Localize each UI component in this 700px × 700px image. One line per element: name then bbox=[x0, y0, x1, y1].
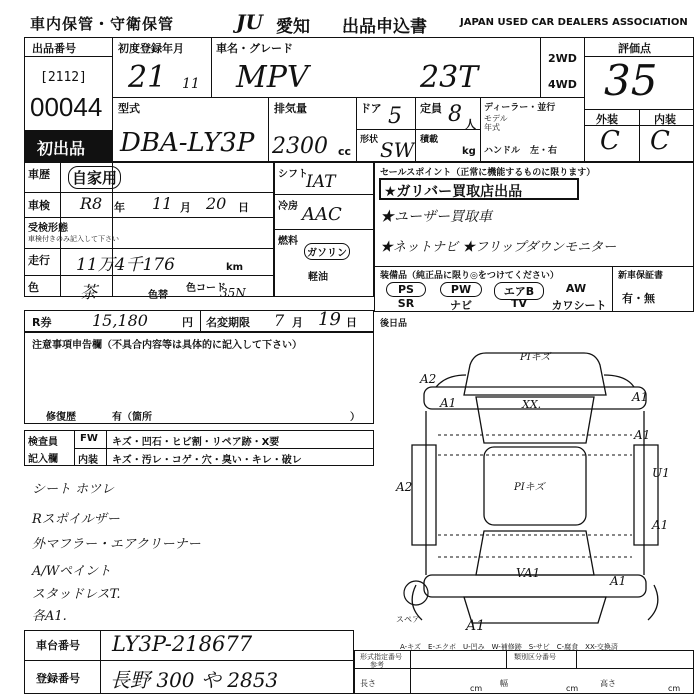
model-label: 車名・グレード bbox=[216, 42, 293, 55]
color-code-label: 色コード bbox=[186, 283, 226, 294]
repair-close: ） bbox=[350, 412, 360, 423]
hist-h1 bbox=[24, 192, 274, 193]
recycle-label: R券 bbox=[32, 316, 52, 329]
height-label: 高さ bbox=[600, 679, 616, 688]
interior-label: 内装 bbox=[78, 455, 98, 466]
mileage-label: 走行 bbox=[28, 254, 50, 267]
length-unit: cm bbox=[470, 684, 483, 693]
equip-sr[interactable]: SR bbox=[397, 297, 415, 310]
vehicle-history-label: 車歴 bbox=[28, 168, 50, 181]
color-label: 色 bbox=[28, 281, 39, 294]
mech-h1 bbox=[274, 194, 374, 195]
inspector-label-2: 記入欄 bbox=[28, 454, 58, 465]
expiry-day-unit: 日 bbox=[346, 316, 357, 329]
inspection-year: R8 bbox=[80, 194, 103, 213]
handle-label: ハンドル bbox=[484, 146, 521, 156]
form-label: 受検形態 bbox=[28, 223, 68, 234]
grid-h6 bbox=[24, 56, 112, 57]
hist-h2 bbox=[24, 217, 274, 218]
mileage-unit: km bbox=[226, 262, 244, 273]
grid-v9 bbox=[639, 109, 640, 162]
shape-value: SW bbox=[380, 138, 415, 162]
first-reg-month: 11 bbox=[182, 76, 200, 92]
spec-no-label: 形式指定番号 bbox=[360, 653, 402, 661]
fuel-label: 燃料 bbox=[278, 236, 298, 247]
inspection-year-unit: 年 bbox=[114, 201, 125, 214]
color-code-value: 35N bbox=[220, 286, 246, 300]
fuel-diesel[interactable]: 軽油 bbox=[308, 272, 328, 283]
disp-label: 排気量 bbox=[274, 102, 307, 115]
registration-label: 登録番号 bbox=[36, 672, 80, 685]
category-label: 車内保管・守衛保管 bbox=[30, 15, 175, 33]
diag-mark-xx: XX. bbox=[522, 398, 542, 411]
mileage-value: 11万4千176 bbox=[76, 255, 175, 275]
repair-value: 有（箇所 bbox=[112, 412, 152, 423]
interior-items: キズ・汚レ・コゲ・穴・臭い・キレ・破レ bbox=[112, 455, 302, 466]
diag-mark-top: PIキズ bbox=[520, 352, 551, 363]
drive-2wd[interactable]: 2WD bbox=[548, 52, 577, 65]
diag-mark-a2-left: A2 bbox=[396, 480, 413, 494]
diag-mark-a1-r2: A1 bbox=[652, 518, 669, 532]
inspection-day-unit: 日 bbox=[238, 201, 249, 214]
score-value: 35 bbox=[604, 56, 658, 105]
chassis-h bbox=[24, 660, 354, 661]
inspection-month-unit: 月 bbox=[180, 201, 191, 214]
inspection-label: 車検 bbox=[28, 199, 50, 212]
remark-6: 各A1. bbox=[32, 609, 67, 624]
diag-mark-a1-left: A1 bbox=[440, 396, 457, 410]
registration-value: 長野 300 や 2853 bbox=[110, 668, 279, 692]
shape-label: 形状 bbox=[360, 135, 379, 145]
inspection-day: 20 bbox=[206, 194, 227, 213]
equip-pw[interactable]: PW bbox=[440, 282, 482, 297]
expiry-month-unit: 月 bbox=[292, 316, 303, 329]
diag-mark-a2-top: A2 bbox=[420, 372, 437, 386]
model-name: MPV bbox=[236, 60, 309, 95]
spare-label: スペア bbox=[396, 615, 420, 624]
grid-h1 bbox=[112, 97, 584, 98]
repair-label: 修復歴 bbox=[46, 412, 76, 423]
equip-tv[interactable]: TV bbox=[510, 297, 528, 310]
disp-value: 2300 bbox=[272, 134, 328, 159]
listing-no-label: 出品番号 bbox=[32, 42, 76, 55]
expiry-month: 7 bbox=[274, 311, 285, 330]
width-label: 幅 bbox=[500, 679, 508, 688]
length-label: 長さ bbox=[360, 679, 376, 688]
damage-legend: A-キズ E-エクボ U-凹み W-補修跡 S-サビ C-腐食 XX-交換済 bbox=[400, 643, 618, 651]
grid-v8 bbox=[480, 97, 481, 162]
model-grade: 23T bbox=[420, 60, 479, 95]
load-label: 積載 bbox=[420, 135, 439, 145]
expiry-day: 19 bbox=[318, 309, 341, 330]
year-label: 年式 bbox=[484, 123, 500, 132]
equip-leather[interactable]: カワシート bbox=[551, 299, 607, 312]
sales-line-2: ★ネットナビ ★フリップダウンモニター bbox=[380, 240, 617, 255]
chassis-label: 車台番号 bbox=[36, 639, 80, 652]
equipment-label: 装備品（純正品に限り◎をつけてください） bbox=[380, 271, 559, 281]
dealer-label: ディーラー・並行 bbox=[484, 103, 556, 113]
doors-value: 5 bbox=[388, 104, 402, 129]
type-label: 型式 bbox=[118, 102, 140, 115]
ext-grade: C bbox=[600, 126, 620, 156]
equip-ps[interactable]: PS bbox=[386, 282, 426, 297]
diag-mark-va1: VA1 bbox=[516, 566, 541, 580]
recycle-value: 15,180 bbox=[92, 311, 148, 330]
aircon-value: AAC bbox=[302, 204, 342, 225]
first-listing-label: 初出品 bbox=[37, 139, 86, 158]
ext-label: 外装 bbox=[596, 113, 618, 126]
remark-4: A/Wペイント bbox=[32, 564, 112, 579]
equip-airbag[interactable]: エアB bbox=[494, 282, 544, 300]
disp-unit: cc bbox=[338, 145, 352, 158]
hist-h4 bbox=[24, 275, 274, 276]
warranty-label: 新車保証書 bbox=[618, 271, 664, 281]
cap-unit: 人 bbox=[465, 118, 476, 131]
association-subtitle: JAPAN USED CAR DEALERS ASSOCIATION bbox=[460, 17, 688, 28]
lot-code: [2112] bbox=[40, 70, 87, 85]
first-reg-year: 21 bbox=[128, 60, 167, 95]
load-unit: kg bbox=[462, 146, 476, 157]
hist-h3 bbox=[24, 248, 274, 249]
mech-h2 bbox=[274, 229, 374, 230]
spec-v2 bbox=[506, 650, 507, 668]
grid-v5 bbox=[268, 97, 269, 162]
cap-value: 8 bbox=[448, 102, 462, 127]
diag-mark-center: PIキズ bbox=[514, 482, 545, 493]
chassis-value: LY3P-218677 bbox=[112, 632, 253, 656]
sales-line-1: ★ユーザー買取車 bbox=[380, 209, 492, 225]
doors-label: ドア bbox=[360, 102, 382, 115]
category-box bbox=[24, 10, 212, 34]
rec-v bbox=[200, 310, 201, 332]
remark-5: スタッドレスT. bbox=[32, 587, 121, 602]
back-order-label: 後日品 bbox=[380, 319, 408, 329]
sales-point-label: セールスポイント（正常に機能するものに限ります） bbox=[380, 168, 596, 178]
sales-divider bbox=[374, 266, 694, 267]
org-name: 愛知 bbox=[276, 17, 310, 37]
warranty-opts[interactable]: 有・無 bbox=[622, 292, 655, 305]
chassis-v bbox=[100, 630, 101, 694]
type-value: DBA-LY3P bbox=[120, 128, 255, 158]
ju-logo: JU bbox=[236, 10, 263, 34]
diag-mark-a1-right: A1 bbox=[634, 428, 651, 442]
shift-label: シフト bbox=[278, 169, 308, 180]
form-title: 出品申込書 bbox=[342, 17, 427, 37]
fw-label: FW bbox=[80, 433, 98, 444]
spec-h bbox=[354, 668, 694, 669]
equip-v bbox=[612, 266, 613, 312]
spec-v1 bbox=[410, 650, 411, 694]
spec-v3 bbox=[576, 650, 577, 668]
fuel-gas[interactable]: ガソリン bbox=[304, 243, 350, 260]
width-unit: cm bbox=[566, 684, 579, 693]
int-label: 内装 bbox=[654, 113, 676, 126]
class-no-label: 類別区分番号 bbox=[514, 653, 556, 661]
sales-banner-text: ★ガリバー買取店出品 bbox=[384, 184, 523, 200]
inspector-label: 検査員 bbox=[28, 437, 58, 448]
diag-mark-a1-bottom: A1 bbox=[466, 618, 486, 634]
handle-opts[interactable]: 左・右 bbox=[530, 146, 558, 156]
color-change-label: 色替 bbox=[148, 290, 168, 301]
listing-number: 00044 bbox=[30, 92, 103, 122]
aircon-label: 冷房 bbox=[278, 201, 298, 212]
int-grade: C bbox=[650, 126, 670, 156]
drive-4wd[interactable]: 4WD bbox=[548, 78, 577, 91]
inspection-month: 11 bbox=[152, 194, 173, 213]
form-note: 車検付きのみ記入して下さい bbox=[28, 235, 119, 243]
notes-label: 注意事項申告欄（不具合内容等は具体的に記入して下さい） bbox=[32, 340, 302, 351]
exterior-items: キズ・凹石・ヒビ割・リペア跡・X要 bbox=[112, 437, 280, 448]
grid-v2 bbox=[211, 37, 212, 97]
score-label: 評価点 bbox=[618, 42, 651, 55]
equip-navi[interactable]: ナビ bbox=[450, 299, 472, 312]
first-reg-label: 初度登録年月 bbox=[118, 42, 184, 55]
cap-label: 定員 bbox=[420, 102, 442, 115]
grid-v3 bbox=[540, 37, 541, 97]
diag-mark-a1-br: A1 bbox=[610, 574, 627, 588]
diag-mark-u1: U1 bbox=[652, 466, 670, 480]
recycle-unit: 円 bbox=[182, 316, 193, 329]
remark-1: シート ホツレ bbox=[32, 482, 115, 497]
grid-h2 bbox=[356, 129, 480, 130]
remark-3: 外マフラー・エアクリーナー bbox=[32, 537, 201, 552]
first-listing-badge bbox=[25, 131, 112, 161]
spec-ref-label: 参考 bbox=[370, 661, 384, 669]
diag-mark-a1-tr: A1 bbox=[632, 390, 649, 404]
expiry-label: 名変期限 bbox=[206, 316, 250, 329]
insp-h bbox=[74, 448, 374, 449]
model-year-label: モデル bbox=[484, 114, 508, 123]
height-unit: cm bbox=[668, 684, 681, 693]
color-value: 茶 bbox=[80, 283, 97, 303]
vehicle-history-value: 自家用 bbox=[68, 166, 121, 189]
equip-aw[interactable]: AW bbox=[565, 282, 587, 295]
remark-2: Rスポイルザー bbox=[32, 512, 120, 527]
shift-value: IAT bbox=[306, 172, 336, 192]
